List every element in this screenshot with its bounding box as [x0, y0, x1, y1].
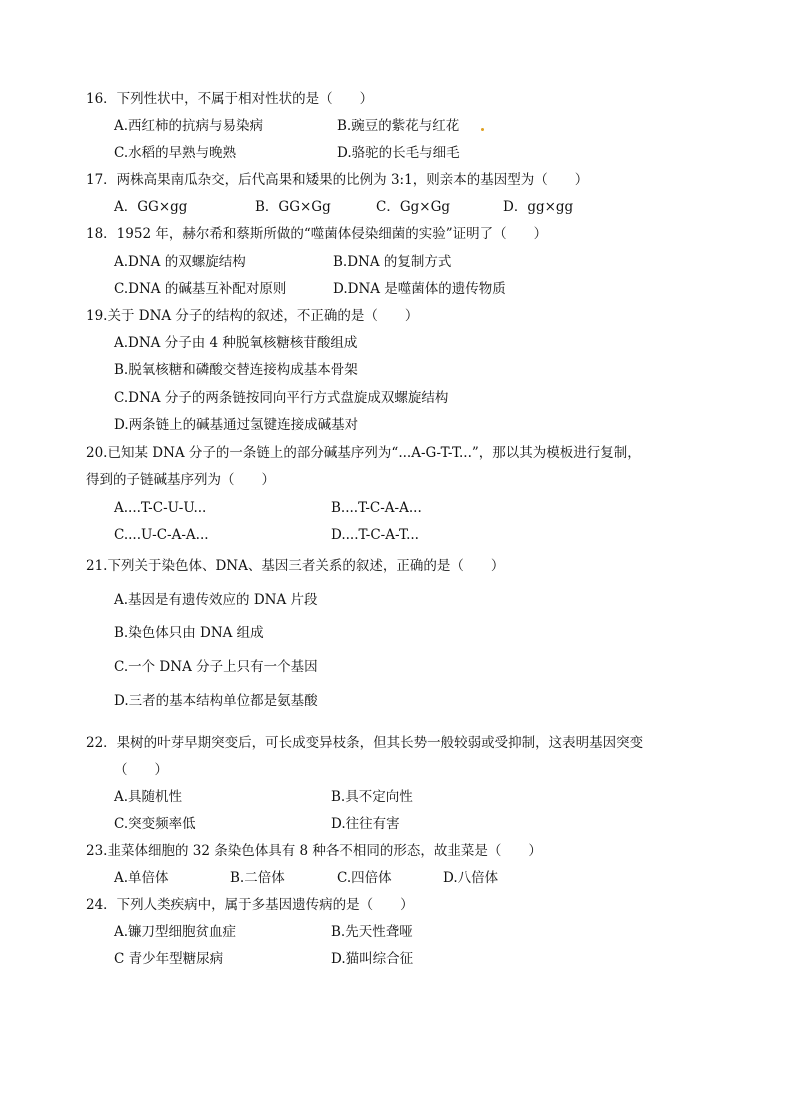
question-17-stem: 17．两株高果南瓜杂交，后代高果和矮果的比例为 3:1，则亲本的基因型为（ ）	[86, 172, 589, 188]
question-18-option-c: C.DNA 的碱基互补配对原则	[114, 281, 287, 297]
question-21-option-b: B.染色体只由 DNA 组成	[114, 625, 264, 641]
question-19-option-d: D.两条链上的碱基通过氢键连接成碱基对	[114, 417, 359, 433]
question-22-stem-line1: 22．果树的叶芽早期突变后，可长成变异枝条，但其长势一般较弱或受抑制，这表明基因突变	[86, 735, 644, 751]
question-20-option-b: B....T-C-A-A...	[331, 500, 422, 516]
question-21-stem: 21.下列关于染色体、DNA、基因三者关系的叙述，正确的是（ ）	[86, 558, 505, 574]
question-24-option-d: D.猫叫综合征	[331, 951, 414, 967]
question-22-stem-line2: （ ）	[114, 762, 168, 778]
question-17-option-b: B．GG×Gg	[255, 199, 331, 215]
question-20-option-c: C....U-C-A-A...	[114, 527, 209, 543]
question-22-option-b: B.具不定向性	[331, 789, 413, 805]
question-17-option-d: D．gg×gg	[503, 199, 574, 215]
question-24-option-c: C 青少年型糖尿病	[114, 951, 224, 967]
question-21-option-c: C.一个 DNA 分子上只有一个基因	[114, 659, 318, 675]
question-20-option-d: D....T-C-A-T...	[331, 527, 419, 543]
question-16-option-b: B.豌豆的紫花与红花	[337, 118, 460, 134]
question-19-stem: 19.关于 DNA 分子的结构的叙述，不正确的是（ ）	[86, 308, 419, 324]
question-22-option-c: C.突变频率低	[114, 816, 196, 832]
question-23-option-b: B.二倍体	[230, 870, 285, 886]
question-21-option-d: D.三者的基本结构单位都是氨基酸	[114, 693, 318, 709]
question-22-option-a: A.具随机性	[114, 789, 183, 805]
question-18-option-a: A.DNA 的双螺旋结构	[114, 254, 246, 270]
question-17-option-c: C．Gg×Gg	[376, 199, 450, 215]
question-20-stem-line2: 得到的子链碱基序列为（ ）	[86, 472, 275, 488]
question-23-option-d: D.八倍体	[443, 870, 499, 886]
question-19-option-a: A.DNA 分子由 4 种脱氧核糖核苷酸组成	[114, 335, 358, 351]
question-16-stem: 16．下列性状中，不属于相对性状的是（ ）	[86, 91, 374, 107]
question-19-option-c: C.DNA 分子的两条链按同向平行方式盘旋成双螺旋结构	[114, 390, 449, 406]
question-18-option-d: D.DNA 是噬菌体的遗传物质	[333, 281, 506, 297]
question-17-option-a: A．GG×gg	[114, 199, 188, 215]
question-16-option-d: D.骆驼的长毛与细毛	[337, 145, 460, 161]
question-21-option-a: A.基因是有遗传效应的 DNA 片段	[114, 592, 318, 608]
question-19-option-b: B.脱氧核糖和磷酸交替连接构成基本骨架	[114, 362, 358, 378]
question-16-option-c: C.水稻的早熟与晚熟	[114, 145, 237, 161]
question-20-stem-line1: 20.已知某 DNA 分子的一条链上的部分碱基序列为“...A-G-T-T...”，那以其为模板进行复制，	[86, 445, 641, 461]
question-23-stem: 23.韭菜体细胞的 32 条染色体具有 8 种各不相同的形态，故韭菜是（ ）	[86, 843, 542, 859]
question-20-option-a: A....T-C-U-U...	[114, 500, 207, 516]
question-18-stem: 18．1952 年，赫尔希和蔡斯所做的“噬菌体侵染细菌的实验”证明了（ ）	[86, 226, 548, 242]
question-24-stem: 24．下列人类疾病中，属于多基因遗传病的是（ ）	[86, 897, 414, 913]
stray-dot-mark	[481, 128, 484, 131]
question-24-option-a: A.镰刀型细胞贫血症	[114, 924, 237, 940]
question-16-option-a: A.西红柿的抗病与易染病	[114, 118, 264, 134]
question-22-option-d: D.往往有害	[331, 816, 400, 832]
question-23-option-a: A.单倍体	[114, 870, 169, 886]
question-23-option-c: C.四倍体	[337, 870, 392, 886]
question-24-option-b: B.先天性聋哑	[331, 924, 413, 940]
question-18-option-b: B.DNA 的复制方式	[333, 254, 452, 270]
